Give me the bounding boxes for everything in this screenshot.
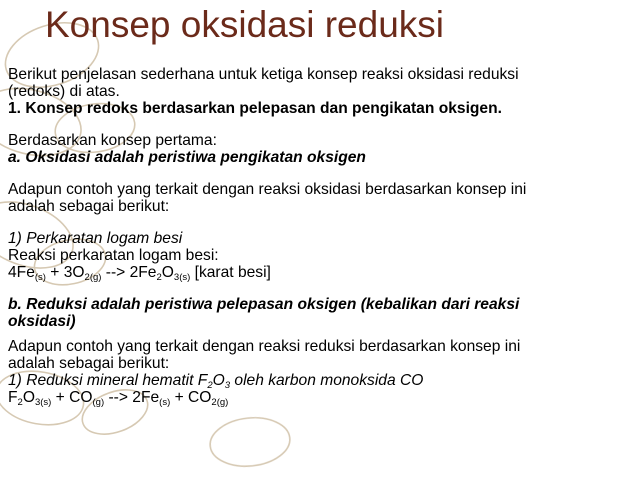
rust-equation: $4Fe_{(s)} + 3O_{2(g)}$ --> $2Fe_2O_{3(s)}$ [karat besi]	[8, 264, 271, 283]
oxidation-definition: a. Oksidasi adalah peristiwa pengikatan oksigen	[8, 149, 366, 166]
slide-title: Konsep oksidasi reduksi	[45, 4, 444, 45]
concept-heading: 1. Konsep redoks berdasarkan pelepasan dan pengikatan oksigen.	[8, 100, 502, 117]
reduction-example-intro: Adapun contoh yang terkait dengan reaksi reduksi berdasarkan konsep ini adalah sebagai berikut:	[8, 338, 521, 372]
intro-text: Berikut penjelasan sederhana untuk ketiga konsep reaksi oksidasi reduksi (redoks) di atas.	[8, 66, 519, 100]
rust-example-title: 1) Perkaratan logam besi	[8, 230, 183, 247]
based-on-first-concept: Berdasarkan konsep pertama:	[8, 132, 217, 149]
rust-reaction-label: Reaksi perkaratan logam besi:	[8, 247, 219, 264]
slide-content	[8, 66, 623, 406]
hematite-equation: $F_2O_{3(s)} + CO_{(g)}$ --> $2Fe_{(s)} + CO_{2(g)}$	[8, 389, 229, 408]
oxidation-example-intro: Adapun contoh yang terkait dengan reaksi oksidasi berdasarkan konsep ini adalah sebagai berikut:	[8, 181, 527, 215]
reduction-definition: b. Reduksi adalah peristiwa pelepasan oksigen (kebalikan dari reaksi oksidasi)	[8, 296, 520, 330]
hematite-example-title: 1) Reduksi mineral hematit $F_2O_3$ oleh karbon monoksida CO	[8, 372, 424, 391]
